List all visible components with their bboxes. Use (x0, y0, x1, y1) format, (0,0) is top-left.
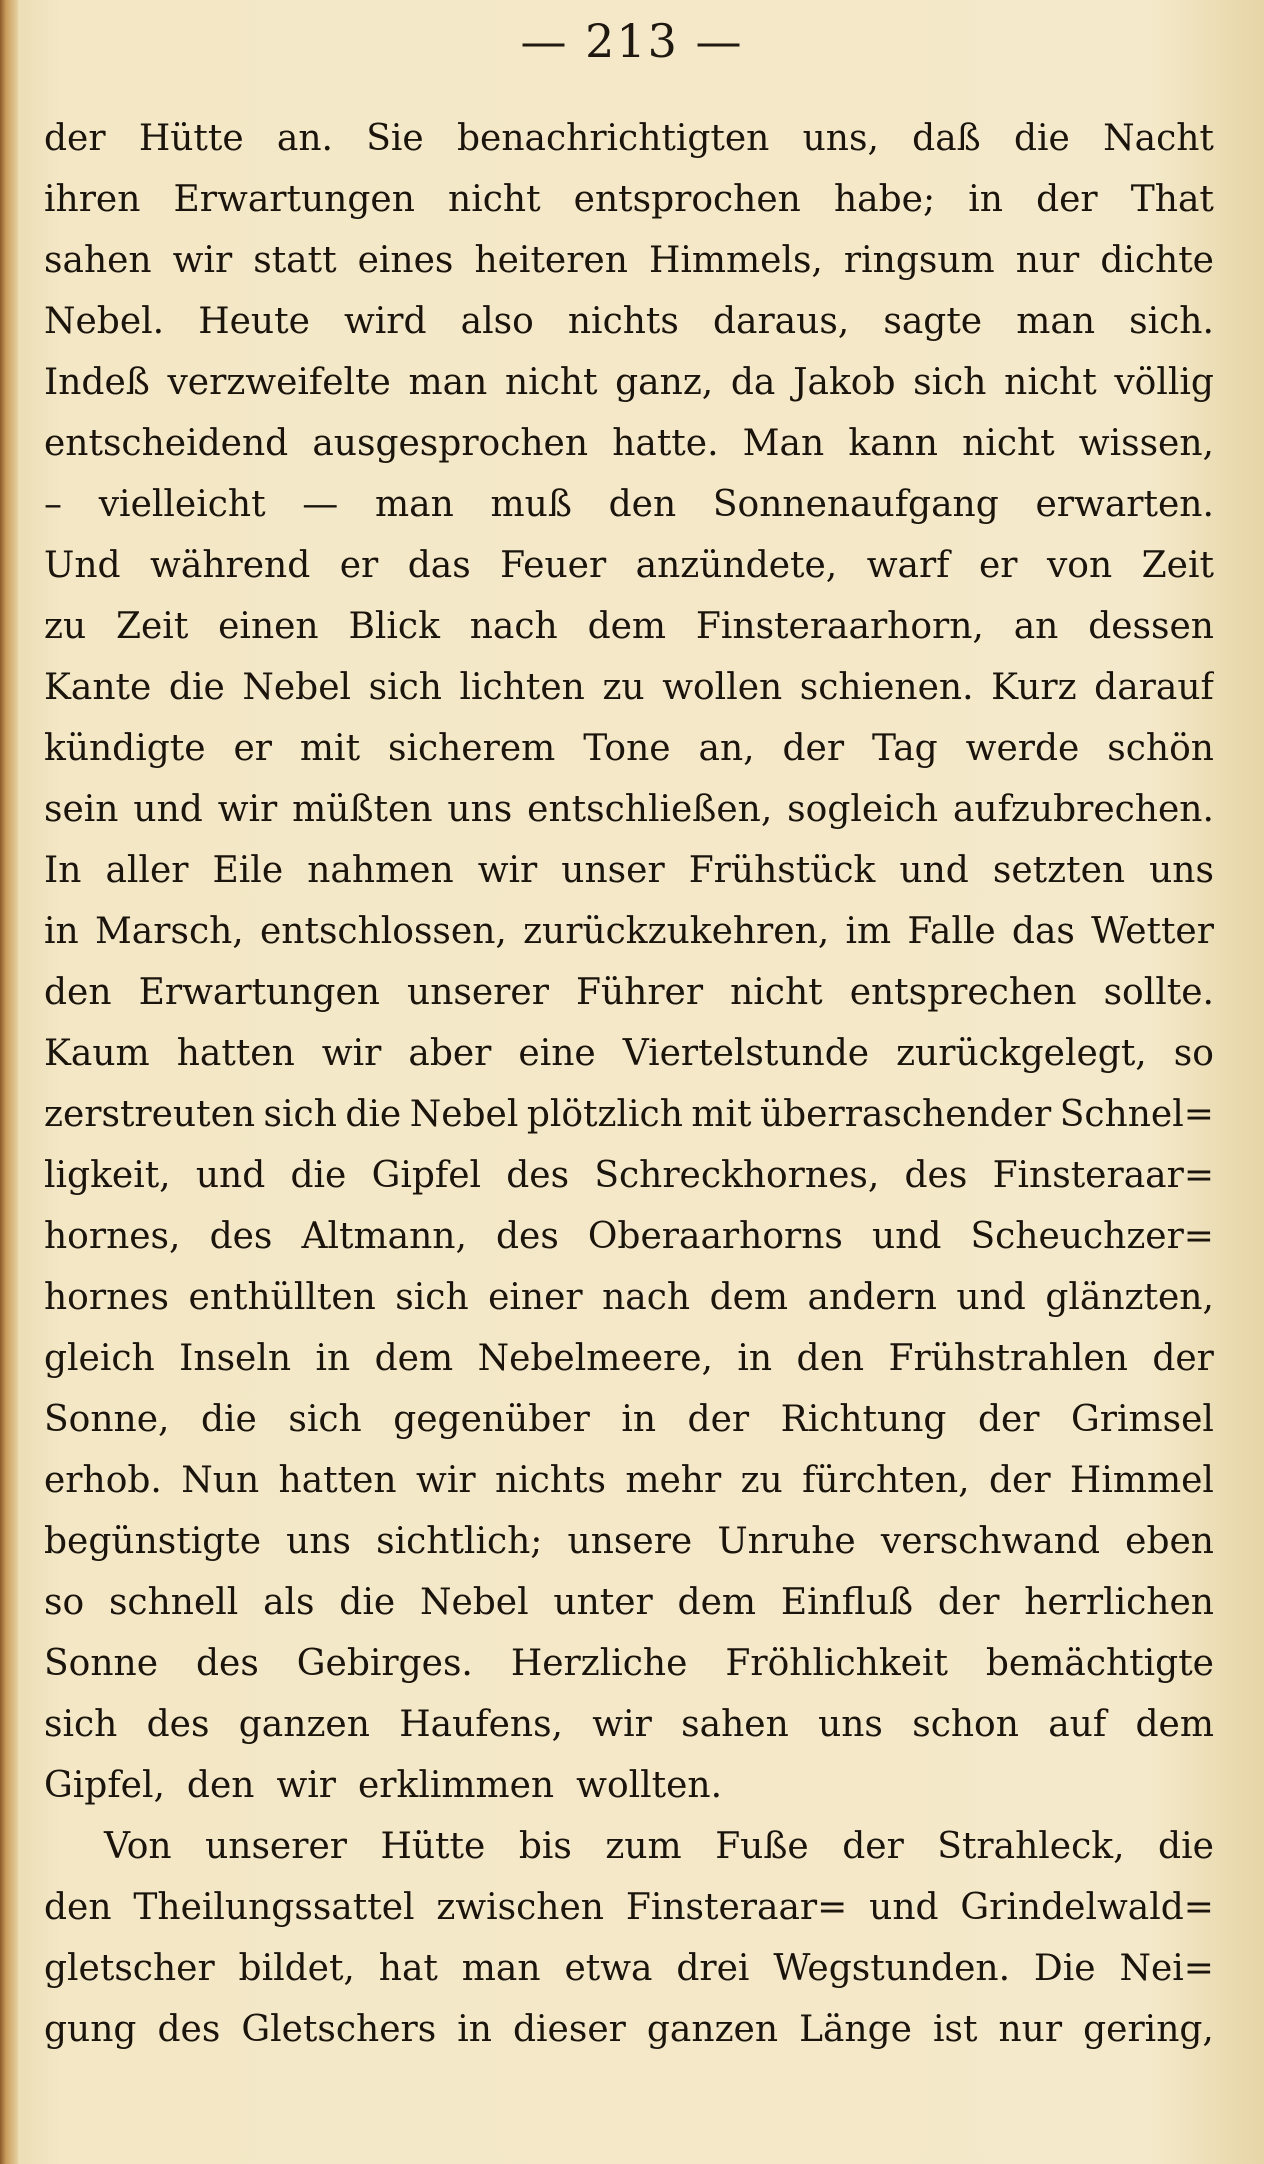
text-line: zu Zeit einen Blick nach dem Finsteraarhorn, an dessen (44, 606, 1214, 647)
text-line: Und während er das Feuer anzündete, warf er von Zeit (44, 545, 1214, 586)
text-line: Kaum hatten wir aber eine Viertelstunde zurückgelegt, so (44, 1033, 1214, 1074)
text-line: Indeß verzweifelte man nicht ganz, da Jakob sich nicht völlig (44, 362, 1214, 403)
text-line: Kante die Nebel sich lichten zu wollen schienen. Kurz darauf (44, 667, 1214, 708)
text-line: gleich Inseln in dem Nebelmeere, in den Frühstrahlen der (44, 1338, 1214, 1379)
text-line: sahen wir statt eines heiteren Himmels, ringsum nur dichte (44, 240, 1214, 281)
text-line: Sonne, die sich gegenüber in der Richtung der Grimsel (44, 1399, 1214, 1440)
text-line: In aller Eile nahmen wir unser Frühstück und setzten uns (44, 850, 1214, 891)
text-line: hornes, des Altmann, des Oberaarhorns und Scheuchzer= (44, 1216, 1214, 1257)
text-line: entscheidend ausgesprochen hatte. Man kann nicht wissen, (44, 423, 1214, 464)
text-line: Von unserer Hütte bis zum Fuße der Strahleck, die (104, 1826, 1214, 1867)
text-line: gung des Gletschers in dieser ganzen Länge ist nur gering, (44, 2009, 1214, 2050)
text-line: sich des ganzen Haufens, wir sahen uns schon auf dem (44, 1704, 1214, 1745)
page-binding-edge (0, 0, 18, 2164)
page-number: — 213 — (520, 14, 744, 68)
text-line: gletscher bildet, hat man etwa drei Wegstunden. Die Nei= (44, 1948, 1214, 1989)
body-text (44, 118, 1214, 2070)
text-line: den Theilungssattel zwischen Finsteraar= und Grindelwald= (44, 1887, 1214, 1928)
text-line: hornes enthüllten sich einer nach dem andern und glänzten, (44, 1277, 1214, 1318)
text-line: – vielleicht — man muß den Sonnenaufgang erwarten. (44, 484, 1214, 525)
text-line: erhob. Nun hatten wir nichts mehr zu fürchten, der Himmel (44, 1460, 1214, 1501)
text-line: sein und wir müßten uns entschließen, sogleich aufzubrechen. (44, 789, 1214, 830)
text-line: kündigte er mit sicherem Tone an, der Tag werde schön (44, 728, 1214, 769)
text-line: Nebel. Heute wird also nichts daraus, sagte man sich. (44, 301, 1214, 342)
text-line: ligkeit, und die Gipfel des Schreckhornes, des Finsteraar= (44, 1155, 1214, 1196)
text-line: den Erwartungen unserer Führer nicht entsprechen sollte. (44, 972, 1214, 1013)
text-line: Sonne des Gebirges. Herzliche Fröhlichkeit bemächtigte (44, 1643, 1214, 1684)
text-line: ihren Erwartungen nicht entsprochen habe; in der That (44, 179, 1214, 220)
text-line: der Hütte an. Sie benachrichtigten uns, daß die Nacht (44, 118, 1214, 159)
text-line: Gipfel, den wir erklimmen wollten. (44, 1765, 723, 1806)
text-line: begünstigte uns sichtlich; unsere Unruhe verschwand eben (44, 1521, 1214, 1562)
text-line: so schnell als die Nebel unter dem Einfluß der herrlichen (44, 1582, 1214, 1623)
text-line: in Marsch, entschlossen, zurückzukehren, im Falle das Wetter (44, 911, 1214, 952)
text-line: zerstreuten sich die Nebel plötzlich mit überraschender Schnel= (44, 1094, 1214, 1135)
